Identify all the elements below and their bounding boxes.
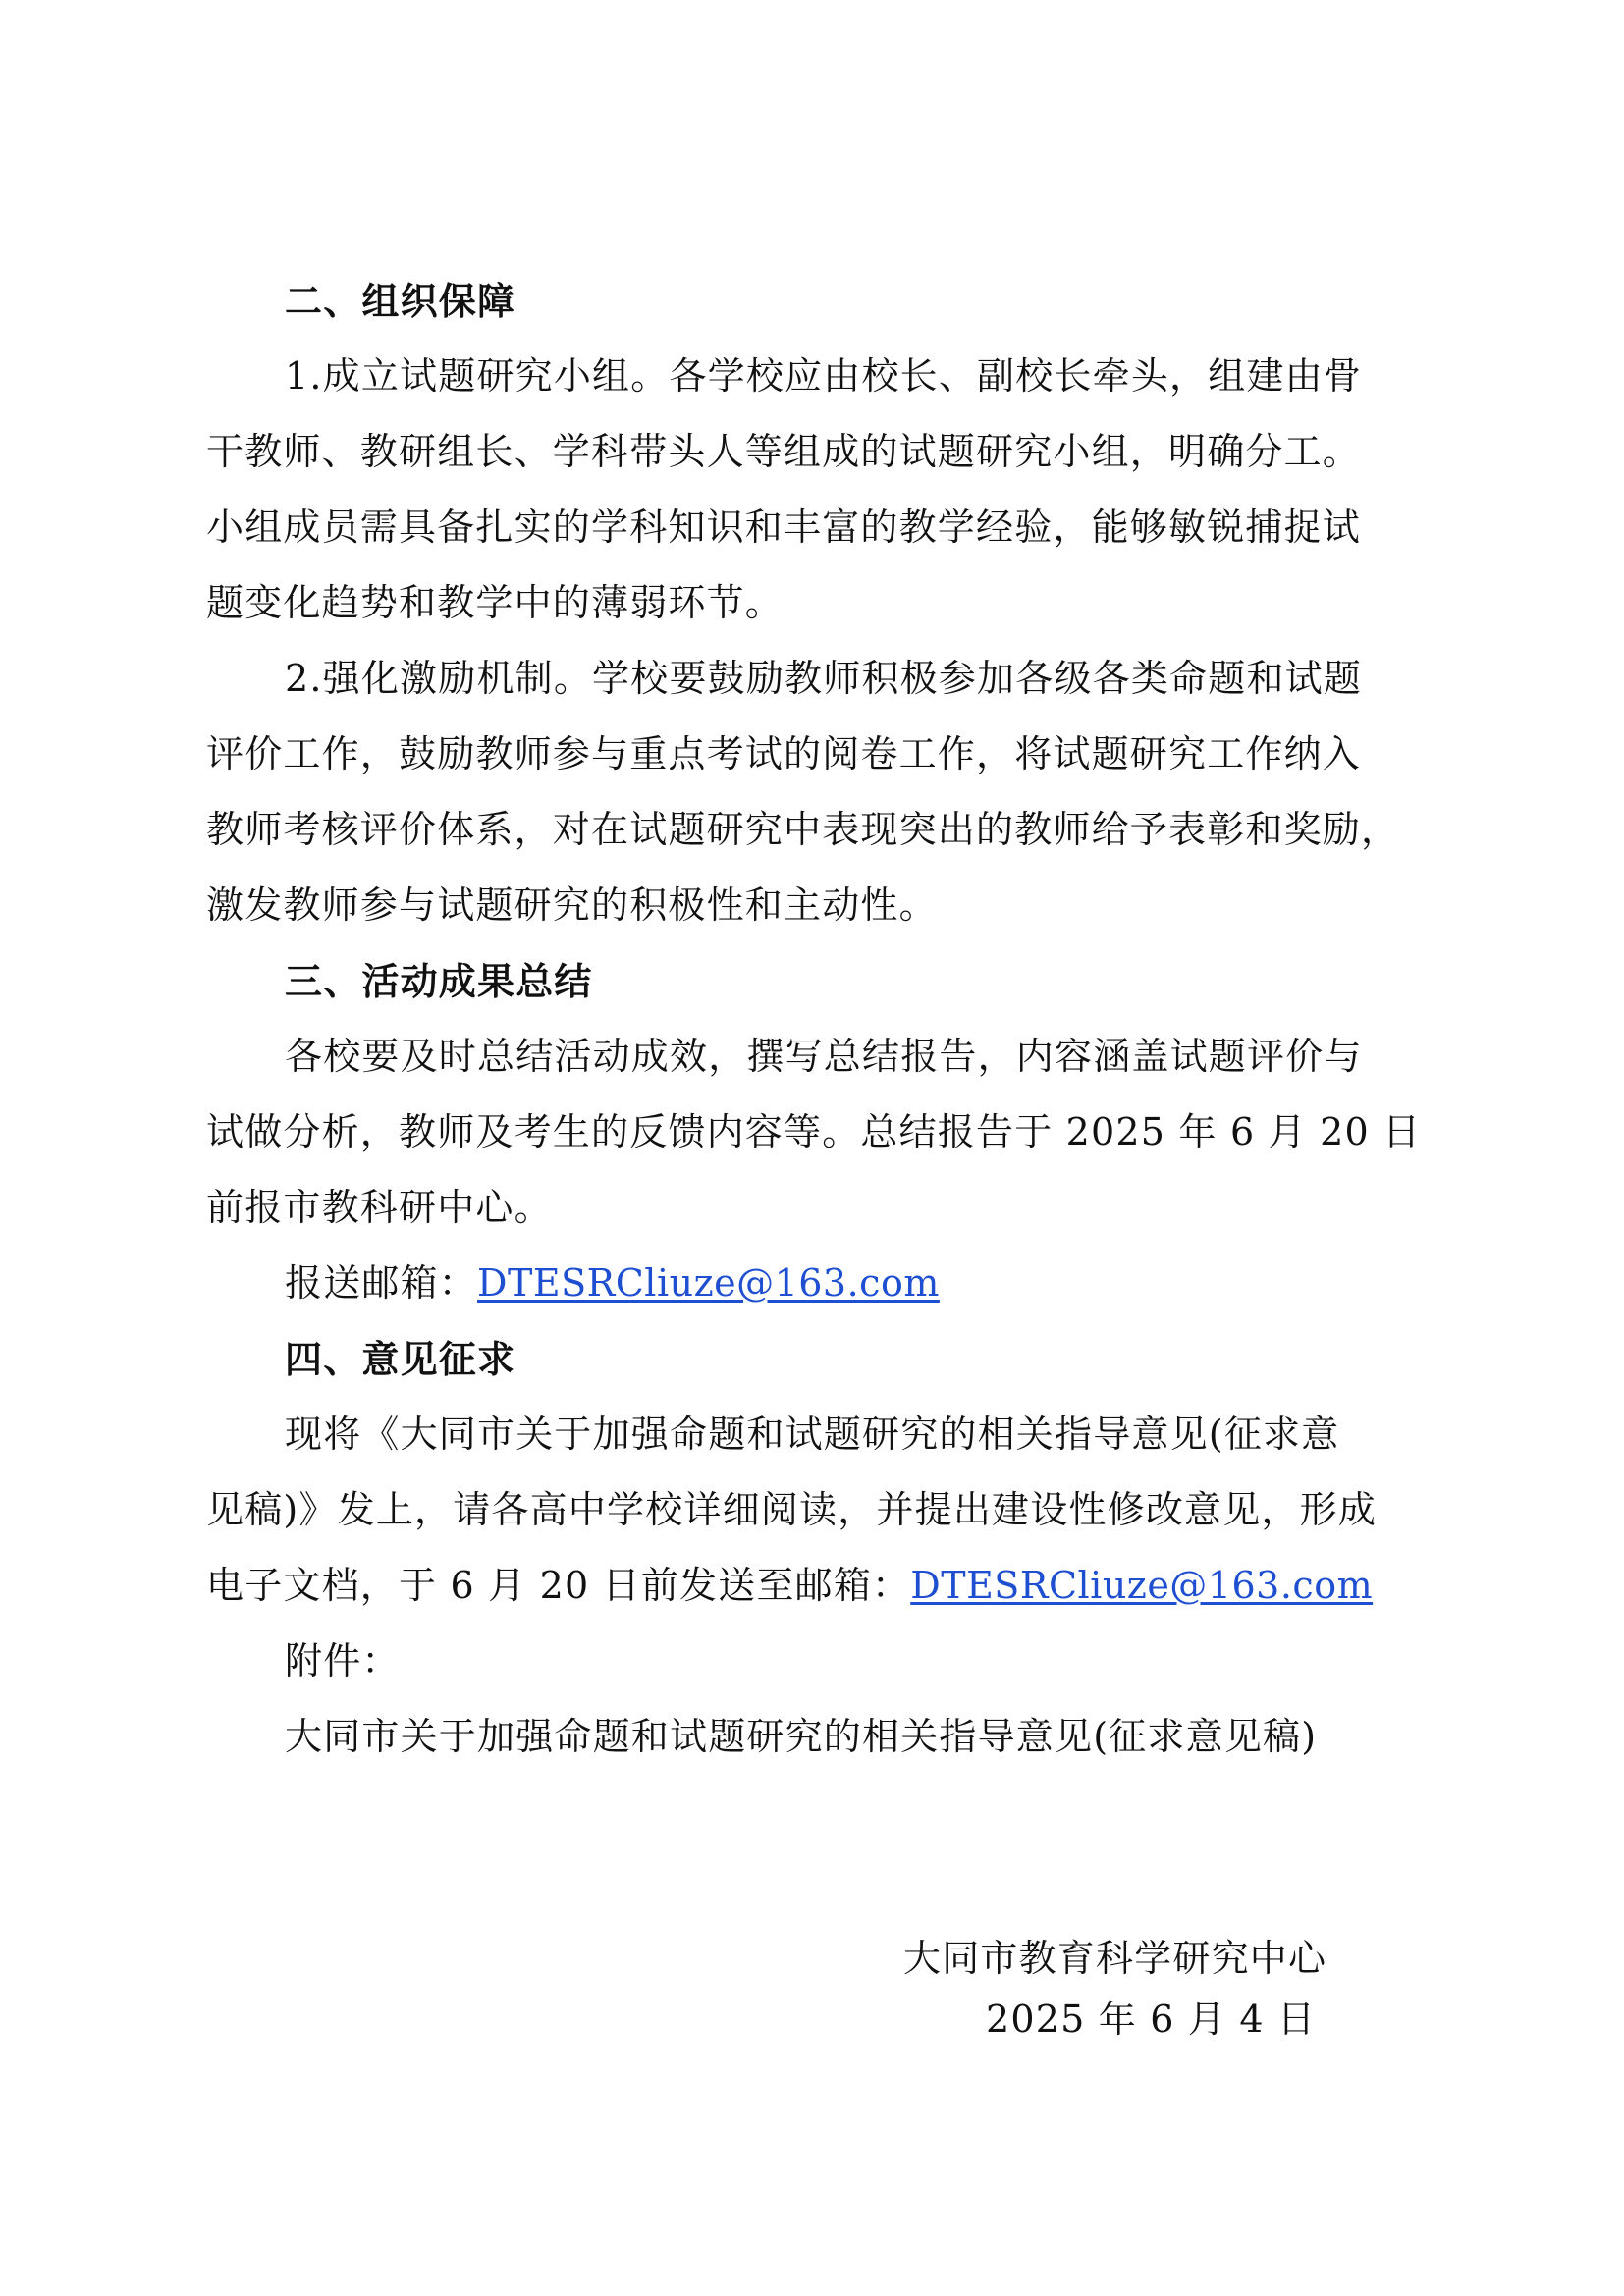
paragraph-text: 电子文档，于 6 月 20 日前发送至邮箱：: [206, 1564, 911, 1607]
email-link[interactable]: DTESRCliuze@163.com: [910, 1564, 1374, 1607]
paragraph-line: 评价工作，鼓励教师参与重点考试的阅卷工作，将试题研究工作纳入: [206, 732, 1362, 775]
section-heading-organization: 二、组织保障: [285, 279, 516, 323]
paragraph-line: 1.成立试题研究小组。各学校应由校长、副校长牵头，组建由骨: [285, 354, 1363, 398]
paragraph-line: 小组成员需具备扎实的学科知识和丰富的教学经验，能够敏锐捕捉试: [206, 506, 1362, 549]
paragraph-line: 各校要及时总结活动成效，撰写总结报告，内容涵盖试题评价与: [285, 1035, 1363, 1078]
paragraph-line: 教师考核评价体系，对在试题研究中表现突出的教师给予表彰和奖励，: [206, 808, 1400, 851]
signature-organization: 大同市教育科学研究中心: [903, 1937, 1327, 1980]
attachment-label: 附件：: [285, 1639, 401, 1682]
paragraph-line: 激发教师参与试题研究的积极性和主动性。: [206, 883, 938, 927]
signature-date: 2025 年 6 月 4 日: [986, 1998, 1317, 2041]
paragraph-line: 干教师、教研组长、学科带头人等组成的试题研究小组，明确分工。: [206, 430, 1362, 473]
paragraph-line: 试做分析，教师及考生的反馈内容等。总结报告于 2025 年 6 月 20 日: [206, 1110, 1422, 1153]
paragraph-line: 现将《大同市关于加强命题和试题研究的相关指导意见(征求意: [285, 1413, 1340, 1456]
paragraph-line: 见稿)》发上，请各高中学校详细阅读，并提出建设性修改意见，形成: [206, 1488, 1378, 1531]
section-heading-summary: 三、活动成果总结: [285, 959, 593, 1003]
email-label: 报送邮箱：: [285, 1261, 478, 1305]
email-link[interactable]: DTESRCliuze@163.com: [477, 1261, 940, 1305]
paragraph-line: 2.强化激励机制。学校要鼓励教师积极参加各级各类命题和试题: [285, 657, 1363, 700]
paragraph-line: [206, 1548, 1434, 1624]
paragraph-line: 题变化趋势和教学中的薄弱环节。: [206, 581, 785, 624]
document-body: [206, 263, 1434, 1775]
section-heading-feedback: 四、意见征求: [285, 1337, 516, 1381]
email-line: [206, 1246, 1434, 1321]
attachment-title: 大同市关于加强命题和试题研究的相关指导意见(征求意见稿): [285, 1715, 1318, 1758]
paragraph-line: 前报市教科研中心。: [206, 1186, 553, 1229]
